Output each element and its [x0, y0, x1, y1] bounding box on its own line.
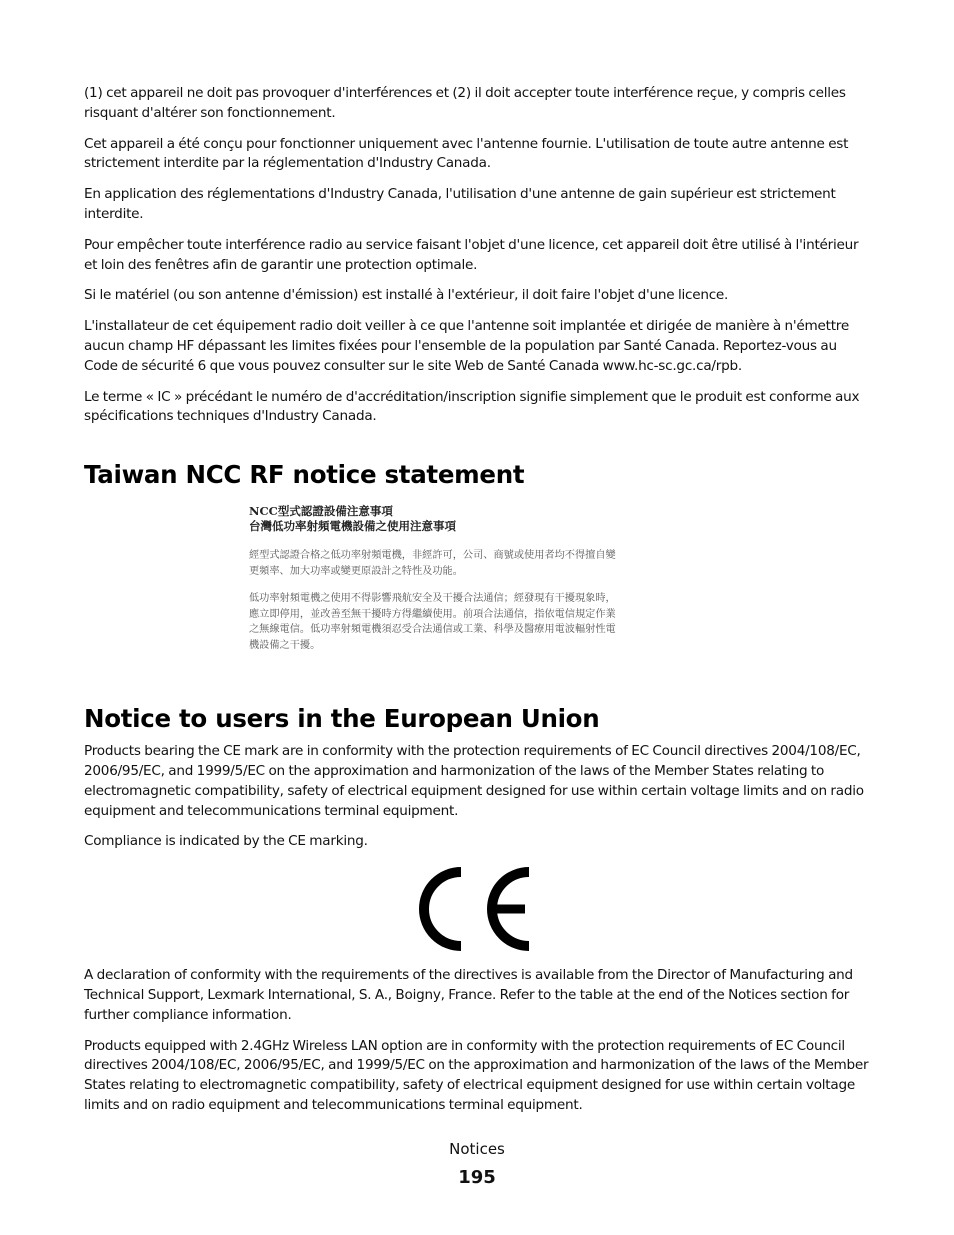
paragraph-eu-declaration: A declaration of conformity with the requirements of the directives is available from the Director of Manufacturing and Technical Support, Lexmark International, S. A., Boigny, France. Refer to the table at the end of the Notices section for further compliance information.	[84, 967, 853, 1023]
eu-heading: Notice to users in the European Union	[84, 704, 600, 734]
ncc-title-2: 台灣低功率射頻電機設備之使用注意事項	[249, 519, 456, 534]
footer-page-number: 195	[458, 1167, 496, 1188]
paragraph-fr-gain: En application des réglementations d'Industry Canada, l'utilisation d'une antenne de gain supérieur est strictement interdite.	[84, 186, 836, 222]
paragraph-fr-installer: L'installateur de cet équipement radio doit veiller à ce que l'antenne soit implantée et dirigée de manière à n'émettre aucun champ HF dépassant les limites fixées pour l'ensemble de la population par Santé Canada. Reportez-vous au Code de sécurité 6 que vous pouvez consulter sur le site Web de Santé Canada www.hc-sc.gc.ca/rpb.	[84, 318, 849, 374]
ncc-line: 機設備之干擾。	[249, 639, 321, 651]
ncc-line: 應立即停用，並改善至無干擾時方得繼續使用。前項合法通信，指依電信規定作業	[249, 608, 616, 620]
page-content	[84, 84, 870, 1127]
ncc-title-1: NCC型式認證設備注意事項	[249, 504, 393, 519]
paragraph-fr-outdoor: Si le matériel (ou son antenne d'émission) est installé à l'extérieur, il doit faire l'objet d'une licence.	[84, 287, 729, 304]
ncc-line: 之無線電信。低功率射頻電機須忍受合法通信或工業、科學及醫療用電波輻射性電	[249, 624, 616, 636]
taiwan-heading: Taiwan NCC RF notice statement	[84, 460, 525, 490]
paragraph-eu-wireless: Products equipped with 2.4GHz Wireless LAN option are in conformity with the protection requirements of EC Council directives 2004/108/EC, 2006/95/EC, and 1999/5/EC on the approximation and harmonization of the laws of the Member States relating to electromagnetic compatibility, safety of electrical equipment designed for use within certain voltage limits and on radio equipment and telecommunications terminal equipment.	[84, 1037, 869, 1113]
paragraph-fr-indoor: Pour empêcher toute interférence radio au service faisant l'objet d'une licence, cet appareil doit être utilisé à l'intérieur et loin des fenêtres afin de garantir une protection optimale.	[84, 236, 859, 273]
ncc-line: 經型式認證合格之低功率射頻電機，非經許可，公司、商號或使用者均不得擅自變	[249, 550, 616, 562]
ce-mark-icon	[419, 866, 537, 952]
paragraph-fr-interference: (1) cet appareil ne doit pas provoquer d'interférences et (2) il doit accepter toute interférence reçue, y compris celles risquant d'altérer son fonctionnement.	[84, 85, 846, 121]
footer-section-label: Notices	[449, 1140, 505, 1158]
paragraph-fr-ic-term: Le terme « IC » précédant le numéro de d'accréditation/inscription signifie simplement que le produit est conforme aux spécifications techniques d'Industry Canada.	[84, 388, 860, 425]
ncc-notice-image	[249, 504, 701, 676]
paragraph-eu-ce-conformity: Products bearing the CE mark are in conformity with the protection requirements of EC Council directives 2004/108/EC, 2006/95/EC, and 1999/5/EC on the approximation and harmonization of the laws of the Member States relating to electromagnetic compatibility, safety of electrical equipment designed for use within certain voltage limits and on radio equipment and telecommunications terminal equipment.	[84, 743, 864, 819]
paragraph-fr-antenna: Cet appareil a été conçu pour fonctionner uniquement avec l'antenne fournie. L'utilisation de toute autre antenne est strictement interdite par la réglementation d'Industry Canada.	[84, 135, 849, 172]
ncc-line: 低功率射頻電機之使用不得影響飛航安全及干擾合法通信；經發現有干擾現象時，	[249, 593, 616, 605]
ce-mark-container	[84, 866, 870, 952]
ncc-line: 更頻率、加大功率或變更原設計之特性及功能。	[249, 565, 463, 577]
paragraph-eu-compliance: Compliance is indicated by the CE marking.	[84, 833, 368, 850]
